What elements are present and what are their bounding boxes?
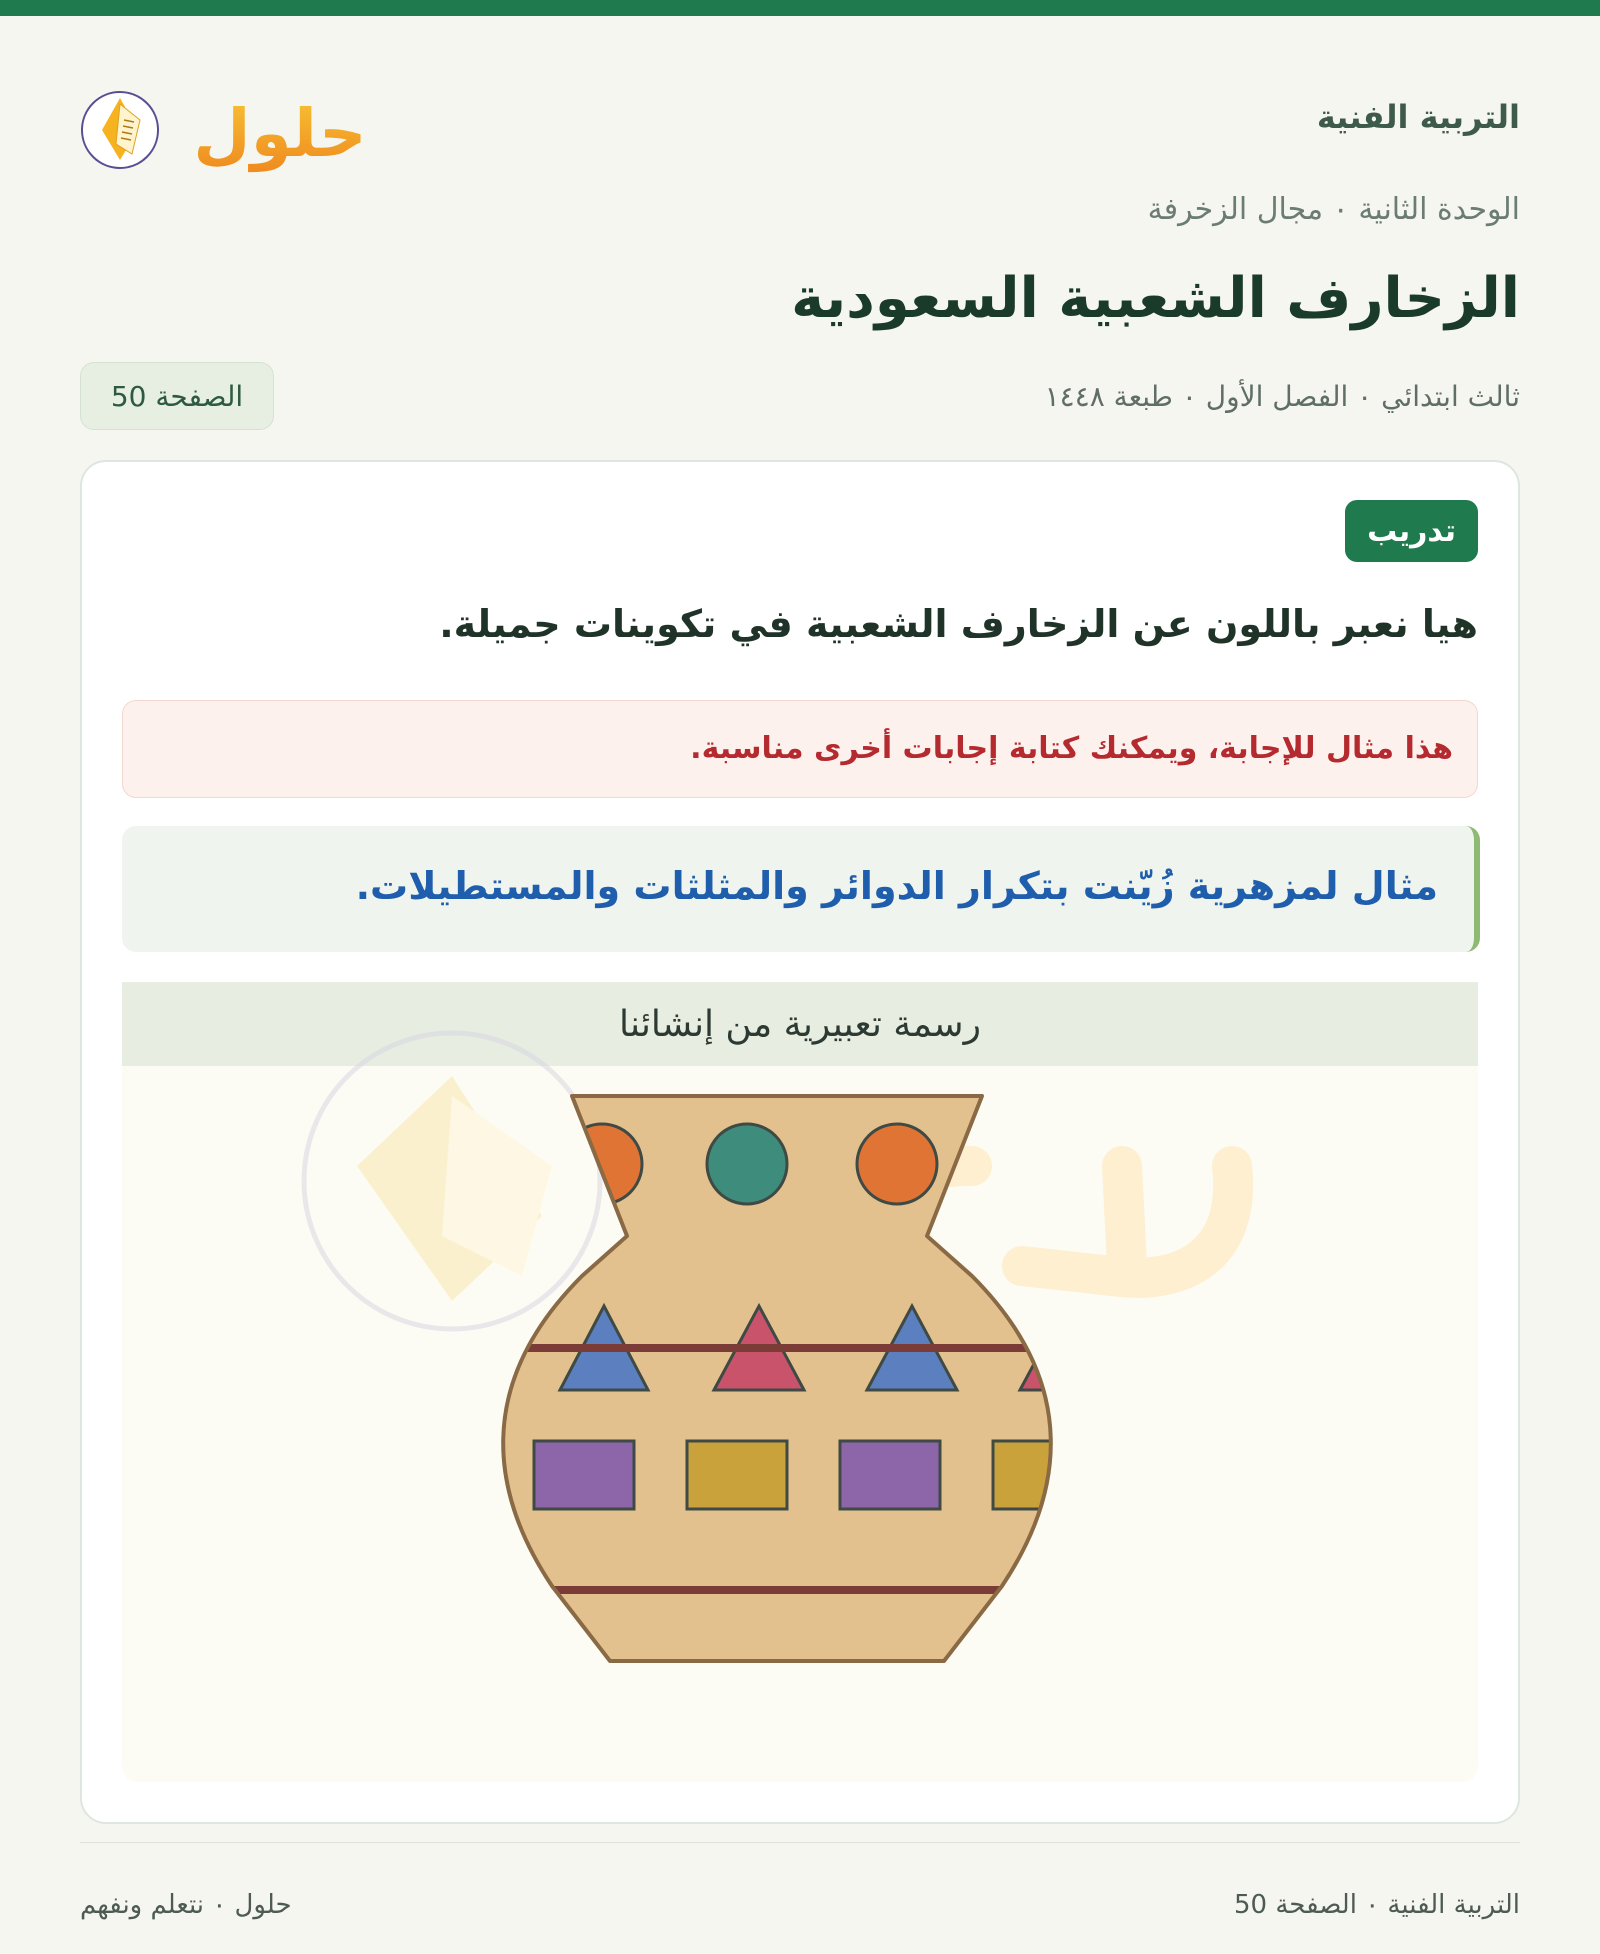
vase-illustration	[122, 1066, 1478, 1782]
answer-box	[122, 826, 1480, 952]
logo-text: حلول	[193, 95, 367, 172]
exercise-question: هيا نعبر باللون عن الزخارف الشعبية في تكوينات جميلة.	[439, 602, 1478, 646]
page-number-badge: الصفحة 50	[80, 362, 274, 430]
rectangle-ornament	[840, 1441, 940, 1509]
rectangle-ornament	[687, 1441, 787, 1509]
footer-subject-page: التربية الفنية ٠ الصفحة 50	[1234, 1890, 1520, 1920]
rectangle-ornament	[534, 1441, 634, 1509]
drawing-caption: رسمة تعبيرية من إنشائنا	[122, 982, 1478, 1066]
exercise-tag: تدريب	[1345, 500, 1478, 562]
unit-subtitle: الوحدة الثانية ٠ مجال الزخرفة	[1147, 192, 1520, 227]
band-line	[502, 1344, 1102, 1352]
page-header	[80, 16, 1520, 456]
subject-title: التربية الفنية	[1316, 98, 1520, 136]
page	[80, 16, 1520, 1954]
answer-notice-text: هذا مثال للإجابة، ويمكنك كتابة إجابات أخرى مناسبة.	[690, 731, 1453, 766]
answer-text: مثال لمزهرية زُيّنت بتكرار الدوائر والمثلثات والمستطيلات.	[355, 864, 1438, 908]
footer-brand: حلول ٠ نتعلم ونفهم	[80, 1890, 292, 1920]
circle-ornament	[707, 1124, 787, 1204]
footer-divider	[80, 1842, 1520, 1843]
page-title: الزخارف الشعبية السعودية	[791, 266, 1520, 331]
vase-drawing-panel	[122, 982, 1478, 1782]
hulul-logo	[80, 64, 367, 184]
answer-notice	[122, 700, 1478, 798]
top-accent-bar	[0, 0, 1600, 16]
band-line	[502, 1586, 1102, 1594]
circle-ornament	[857, 1124, 937, 1204]
exercise-card	[80, 460, 1520, 1824]
triangle-ornament	[1020, 1306, 1110, 1390]
grade-meta: ثالث ابتدائي ٠ الفصل الأول ٠ طبعة ١٤٤٨	[1044, 380, 1520, 413]
